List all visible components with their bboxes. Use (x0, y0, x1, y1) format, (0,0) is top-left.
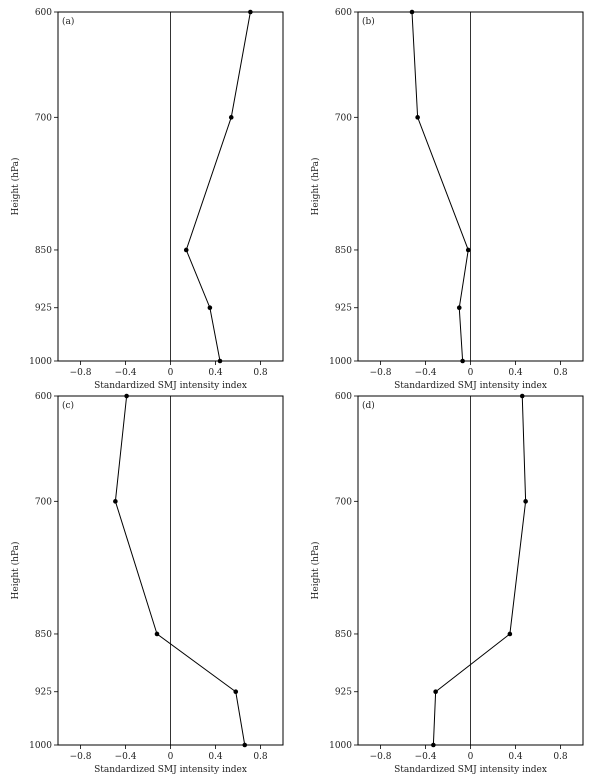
y-tick-label: 600 (334, 8, 352, 18)
y-tick-label: 925 (34, 303, 52, 314)
x-tick-label: 0.4 (508, 752, 523, 762)
x-tick-label: −0.8 (69, 368, 92, 378)
series-line (186, 12, 250, 361)
data-point (431, 743, 436, 748)
x-tick-label: −0.4 (114, 752, 137, 762)
x-axis-title: Standardized SMJ intensity index (94, 381, 247, 391)
y-axis-title: Height (hPa) (311, 541, 321, 600)
data-point (248, 10, 253, 15)
y-tick-label: 700 (34, 497, 52, 508)
x-tick-label: 0.8 (553, 368, 568, 378)
panel-label: (d) (362, 401, 375, 411)
chart-panel (310, 8, 583, 391)
x-tick-label: 0 (167, 752, 174, 762)
series-line (115, 396, 244, 745)
series-line (433, 396, 525, 745)
data-point (457, 305, 462, 310)
data-point (229, 115, 234, 120)
x-tick-label: −0.4 (114, 368, 137, 378)
x-tick-label: 0.4 (208, 752, 223, 762)
x-tick-label: 0 (467, 368, 474, 378)
data-point (242, 743, 247, 748)
data-point (520, 394, 525, 399)
x-tick-label: 0 (467, 752, 474, 762)
y-tick-label: 600 (334, 392, 352, 402)
x-tick-label: 0 (167, 368, 174, 378)
y-axis-title: Height (hPa) (11, 541, 21, 600)
y-tick-label: 600 (34, 8, 52, 18)
x-tick-label: −0.8 (69, 752, 92, 762)
y-axis-title: Height (hPa) (311, 157, 321, 216)
panel-label: (a) (62, 17, 75, 27)
x-tick-label: −0.4 (414, 368, 437, 378)
x-tick-label: 0.8 (553, 752, 568, 762)
data-point (410, 10, 415, 15)
data-point (208, 305, 213, 310)
x-axis-title: Standardized SMJ intensity index (394, 381, 547, 391)
y-tick-label: 700 (334, 113, 352, 124)
y-tick-label: 850 (34, 629, 52, 640)
data-point (523, 499, 528, 504)
y-axis-title: Height (hPa) (11, 157, 21, 216)
chart-panel (310, 392, 583, 775)
y-tick-label: 925 (34, 687, 52, 698)
y-tick-label: 850 (334, 245, 352, 256)
y-tick-label: 600 (34, 392, 52, 402)
x-axis-title: Standardized SMJ intensity index (94, 765, 247, 775)
y-tick-label: 1000 (29, 741, 52, 751)
data-point (466, 248, 471, 253)
panel-label: (c) (62, 401, 75, 411)
data-point (155, 632, 160, 637)
panel-label: (b) (362, 17, 375, 27)
chart-panel (10, 8, 283, 391)
data-point (184, 248, 189, 253)
y-tick-label: 850 (34, 245, 52, 256)
data-point (433, 689, 438, 694)
y-tick-label: 1000 (29, 357, 52, 367)
x-tick-label: 0.4 (208, 368, 223, 378)
y-tick-label: 850 (334, 629, 352, 640)
chart-panel (10, 392, 283, 775)
x-tick-label: −0.4 (414, 752, 437, 762)
x-axis-title: Standardized SMJ intensity index (394, 765, 547, 775)
x-tick-label: −0.8 (369, 368, 392, 378)
x-tick-label: −0.8 (369, 752, 392, 762)
y-tick-label: 700 (34, 113, 52, 124)
data-point (113, 499, 118, 504)
data-point (233, 689, 238, 694)
y-tick-label: 925 (334, 303, 352, 314)
data-point (124, 394, 129, 399)
data-point (218, 359, 223, 364)
x-tick-label: 0.4 (508, 368, 523, 378)
data-point (415, 115, 420, 120)
y-tick-label: 925 (334, 687, 352, 698)
data-point (460, 359, 465, 364)
y-tick-label: 1000 (329, 357, 352, 367)
y-tick-label: 700 (334, 497, 352, 508)
y-tick-label: 1000 (329, 741, 352, 751)
x-tick-label: 0.8 (253, 752, 268, 762)
x-tick-label: 0.8 (253, 368, 268, 378)
data-point (508, 632, 513, 637)
